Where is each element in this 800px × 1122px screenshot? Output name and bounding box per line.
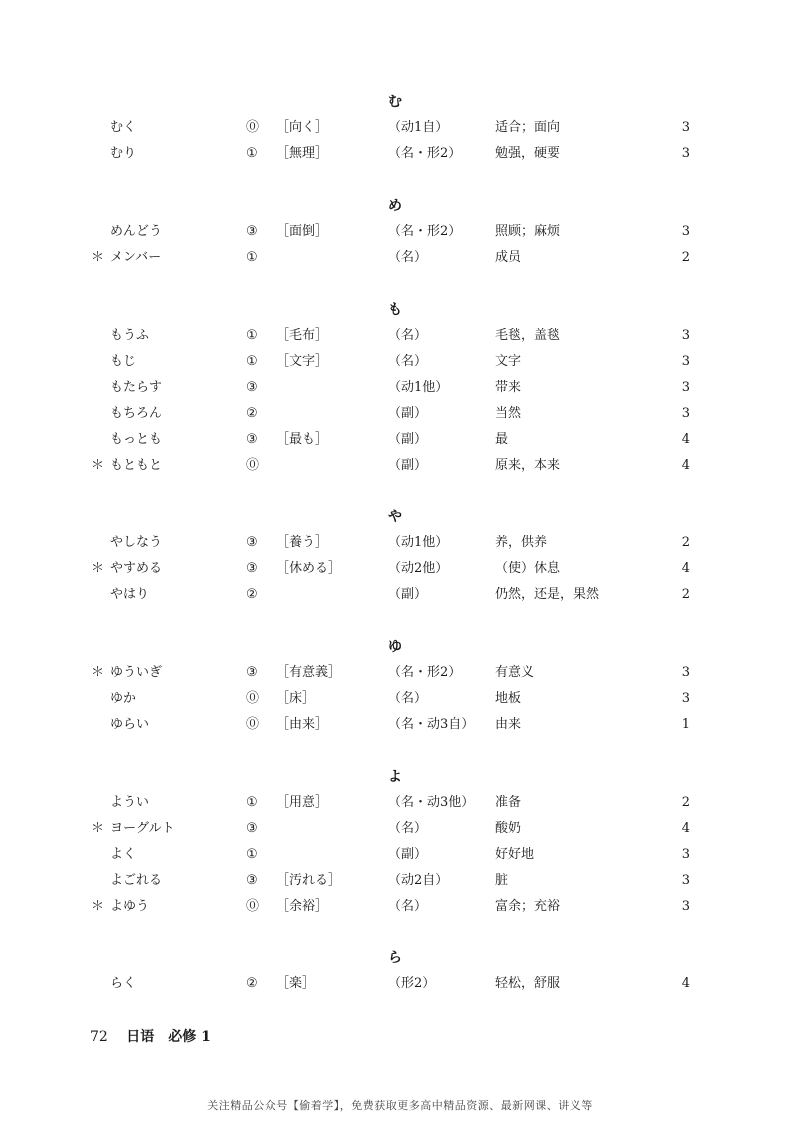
vocab-meaning: 文字	[495, 354, 522, 369]
part-of-speech: （名・动3他）	[388, 795, 475, 810]
vocab-meaning: 有意义	[495, 665, 535, 680]
vocab-row	[0, 845, 800, 865]
vocab-row	[0, 559, 800, 579]
vocab-row	[0, 404, 800, 424]
accent-mark: ①	[246, 250, 258, 265]
vocab-row	[0, 378, 800, 398]
vocab-row	[0, 819, 800, 839]
accent-mark: ⓪	[246, 120, 260, 135]
vocab-row	[0, 456, 800, 476]
accent-mark: ⓪	[246, 717, 260, 732]
part-of-speech: （名）	[388, 328, 428, 343]
part-of-speech: （副）	[388, 458, 428, 473]
part-of-speech: （副）	[388, 847, 428, 862]
vocab-kanji: ［養う］	[276, 535, 329, 550]
new-word-mark: ＊	[91, 250, 105, 265]
part-of-speech: （名・形2）	[388, 146, 462, 161]
vocab-word: もうふ	[110, 328, 150, 343]
vocab-kanji: ［用意］	[276, 795, 329, 810]
vocab-row	[0, 585, 800, 605]
vocab-kanji: ［向く］	[276, 120, 329, 135]
vocab-word: やすめる	[110, 561, 163, 576]
accent-mark: ③	[246, 224, 258, 239]
part-of-speech: （名・形2）	[388, 224, 462, 239]
lesson-number: 1	[681, 717, 690, 732]
vocab-word: もともと	[110, 458, 163, 473]
vocab-meaning: 脏	[495, 873, 509, 888]
part-of-speech: （动1他）	[388, 380, 449, 395]
accent-mark: ③	[246, 380, 258, 395]
part-of-speech: （名・形2）	[388, 665, 462, 680]
book-title: 日语 必修 1	[126, 1029, 211, 1045]
vocab-meaning: 准备	[495, 795, 522, 810]
vocab-word: ようい	[110, 795, 150, 810]
part-of-speech: （动1他）	[388, 535, 449, 550]
vocab-row	[0, 352, 800, 372]
vocab-meaning: 酸奶	[495, 821, 522, 836]
section-heading: よ	[388, 769, 402, 785]
lesson-number: 2	[681, 587, 690, 602]
section-heading: も	[388, 302, 402, 318]
accent-mark: ②	[246, 587, 258, 602]
vocab-kanji: ［休める］	[276, 561, 342, 576]
lesson-number: 3	[681, 328, 690, 343]
vocab-meaning: 好好地	[495, 847, 535, 862]
part-of-speech: （名）	[388, 250, 428, 265]
page-number: 72	[90, 1029, 108, 1045]
part-of-speech: （名）	[388, 691, 428, 706]
accent-mark: ③	[246, 821, 258, 836]
vocab-meaning: 最	[495, 432, 509, 447]
vocab-meaning: 轻松，舒服	[495, 976, 561, 991]
lesson-number: 3	[681, 847, 690, 862]
vocab-row	[0, 897, 800, 917]
vocab-meaning: 勉强，硬要	[495, 146, 561, 161]
page-footer	[90, 1027, 225, 1047]
accent-mark: ②	[246, 976, 258, 991]
vocab-word: やはり	[110, 587, 150, 602]
vocab-row	[0, 118, 800, 138]
vocab-row	[0, 974, 800, 994]
vocab-row	[0, 248, 800, 268]
new-word-mark: ＊	[91, 561, 105, 576]
vocab-kanji: ［面倒］	[276, 224, 329, 239]
vocab-meaning: 成员	[495, 250, 522, 265]
vocab-word: もたらす	[110, 380, 163, 395]
vocab-kanji: ［文字］	[276, 354, 329, 369]
vocab-row	[0, 430, 800, 450]
accent-mark: ①	[246, 146, 258, 161]
part-of-speech: （名）	[388, 354, 428, 369]
vocab-kanji: ［毛布］	[276, 328, 329, 343]
vocab-row	[0, 689, 800, 709]
lesson-number: 4	[681, 458, 690, 473]
vocab-row	[0, 793, 800, 813]
new-word-mark: ＊	[91, 821, 105, 836]
vocab-row	[0, 715, 800, 735]
accent-mark: ③	[246, 561, 258, 576]
part-of-speech: （名・动3自）	[388, 717, 475, 732]
vocab-meaning: 富余；充裕	[495, 899, 561, 914]
accent-mark: ⓪	[246, 691, 260, 706]
vocab-kanji: ［最も］	[276, 432, 329, 447]
accent-mark: ③	[246, 873, 258, 888]
vocab-row	[0, 871, 800, 891]
lesson-number: 2	[681, 250, 690, 265]
lesson-number: 3	[681, 665, 690, 680]
part-of-speech: （副）	[388, 432, 428, 447]
part-of-speech: （动2自）	[388, 873, 449, 888]
lesson-number: 4	[681, 821, 690, 836]
vocab-meaning: 地板	[495, 691, 522, 706]
accent-mark: ①	[246, 795, 258, 810]
vocab-kanji: ［楽］	[276, 976, 316, 991]
watermark-text: 关注精品公众号【偷着学】，免费获取更多高中精品资源、最新网课、讲义等	[207, 1099, 593, 1112]
accent-mark: ③	[246, 535, 258, 550]
vocab-word: もちろん	[110, 406, 163, 421]
vocab-row	[0, 326, 800, 346]
vocab-word: もじ	[110, 354, 137, 369]
vocab-word: ゆか	[110, 691, 137, 706]
lesson-number: 3	[681, 146, 690, 161]
lesson-number: 3	[681, 354, 690, 369]
vocab-word: むり	[110, 146, 137, 161]
part-of-speech: （副）	[388, 406, 428, 421]
vocab-kanji: ［床］	[276, 691, 316, 706]
accent-mark: ③	[246, 665, 258, 680]
new-word-mark: ＊	[91, 665, 105, 680]
vocab-row	[0, 533, 800, 553]
lesson-number: 3	[681, 691, 690, 706]
lesson-number: 3	[681, 224, 690, 239]
lesson-number: 4	[681, 432, 690, 447]
accent-mark: ⓪	[246, 458, 260, 473]
lesson-number: 3	[681, 899, 690, 914]
lesson-number: 4	[681, 976, 690, 991]
accent-mark: ②	[246, 406, 258, 421]
section-heading: め	[388, 198, 402, 214]
vocab-word: よく	[110, 847, 137, 862]
section-heading: ら	[388, 950, 402, 966]
vocab-kanji: ［由来］	[276, 717, 329, 732]
part-of-speech: （名）	[388, 821, 428, 836]
vocab-meaning: 养，供养	[495, 535, 548, 550]
lesson-number: 4	[681, 561, 690, 576]
vocab-kanji: ［汚れる］	[276, 873, 342, 888]
section-heading: や	[388, 509, 402, 525]
vocab-meaning: 原来，本来	[495, 458, 561, 473]
lesson-number: 3	[681, 406, 690, 421]
vocab-word: よごれる	[110, 873, 163, 888]
vocab-meaning: （使）休息	[495, 561, 561, 576]
vocab-meaning: 适合；面向	[495, 120, 561, 135]
lesson-number: 2	[681, 795, 690, 810]
accent-mark: ①	[246, 354, 258, 369]
vocab-word: ゆらい	[110, 717, 150, 732]
vocab-word: やしなう	[110, 535, 163, 550]
vocab-row	[0, 663, 800, 683]
part-of-speech: （名）	[388, 899, 428, 914]
lesson-number: 3	[681, 120, 690, 135]
vocab-meaning: 当然	[495, 406, 522, 421]
vocab-meaning: 带来	[495, 380, 522, 395]
vocab-meaning: 由来	[495, 717, 522, 732]
vocab-row	[0, 222, 800, 242]
vocab-kanji: ［余裕］	[276, 899, 329, 914]
vocab-word: よゆう	[110, 899, 150, 914]
lesson-number: 3	[681, 380, 690, 395]
part-of-speech: （形2）	[388, 976, 436, 991]
accent-mark: ③	[246, 432, 258, 447]
vocab-word: ヨーグルト	[110, 821, 175, 836]
vocab-kanji: ［無理］	[276, 146, 329, 161]
vocab-word: めんどう	[110, 224, 163, 239]
vocab-word: もっとも	[110, 432, 163, 447]
part-of-speech: （副）	[388, 587, 428, 602]
vocab-kanji: ［有意義］	[276, 665, 342, 680]
new-word-mark: ＊	[91, 899, 105, 914]
part-of-speech: （动2他）	[388, 561, 449, 576]
accent-mark: ①	[246, 847, 258, 862]
vocab-meaning: 照顾；麻烦	[495, 224, 561, 239]
lesson-number: 3	[681, 873, 690, 888]
accent-mark: ⓪	[246, 899, 260, 914]
vocab-word: むく	[110, 120, 137, 135]
part-of-speech: （动1自）	[388, 120, 449, 135]
new-word-mark: ＊	[91, 458, 105, 473]
accent-mark: ①	[246, 328, 258, 343]
vocab-word: らく	[110, 976, 137, 991]
vocab-row	[0, 144, 800, 164]
vocab-meaning: 毛毯，盖毯	[495, 328, 561, 343]
lesson-number: 2	[681, 535, 690, 550]
vocab-word: メンバー	[110, 250, 162, 265]
vocab-word: ゆういぎ	[110, 665, 163, 680]
section-heading: ゆ	[388, 639, 402, 655]
vocab-meaning: 仍然，还是，果然	[495, 587, 600, 602]
section-heading: む	[388, 94, 402, 110]
